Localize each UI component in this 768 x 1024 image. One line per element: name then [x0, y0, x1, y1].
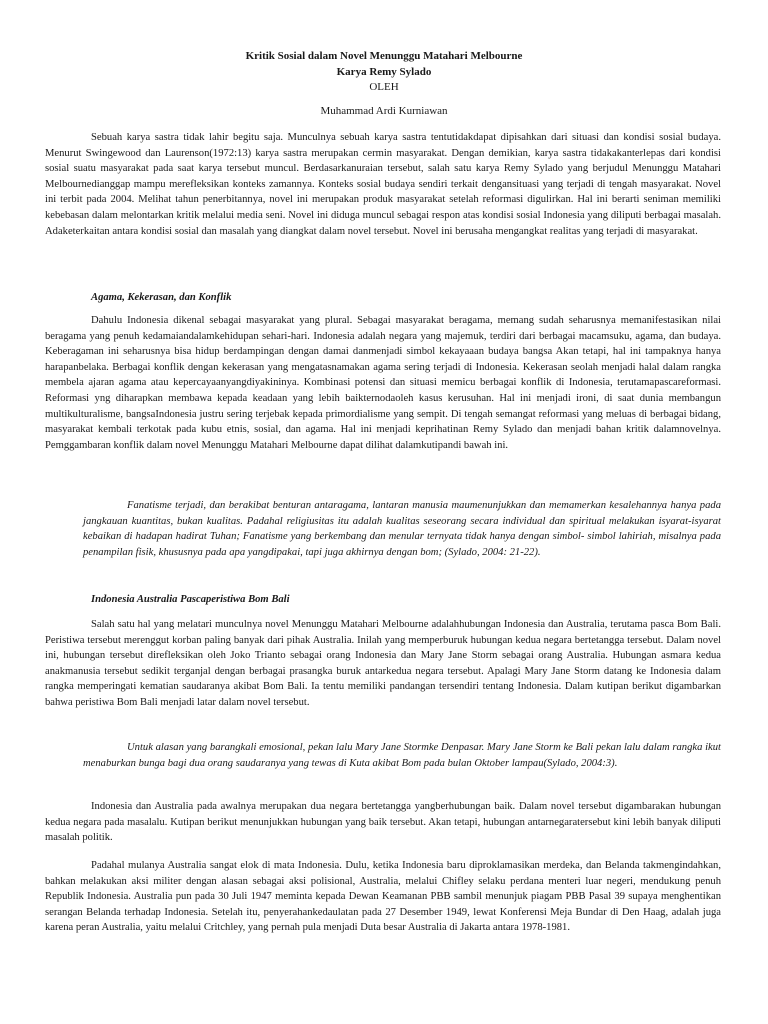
paragraph-intro: Sebuah karya sastra tidak lahir begitu saja. Munculnya sebuah karya sastra tentutidakdapat dipisahkan dari situasi dan kondisi sosial budaya. Menurut Swingewood dan Laurenson(1972:13) karya sastra merupakan cermin masyarakat. Dengan demikian, karya sastra tidakakanterlepas dari kondisi sosial suatu masyarakat pada saat karya tersebut muncul. Berdasarkanuraian tersebut, salah satu karya Remy Sylado yang berjudul Menunggu Matahari Melbournedianggap mampu merefleksikan konteks zamannya. Konteks sosial budaya sendiri terkait dengansituasi yang terjadi di tengah masyarakat. Novel ini terbit pada 2004. Melihat tahun penerbitannya, novel ini merupakan produk masyarakat setelah reformasi digulirkan. Hal ini berarti seniman memiliki kebebasan dalam melontarkan kritik melalui media seni. Novel ini diduga muncul sebagai respon atas kondisi sosial Indonesia yang diliputi berbagai masalah. Adaketerkaitan antara kondisi sosial dan masalah yang diangkat dalam novel tersebut. Novel ini berusaha mengangkat realitas yang terjadi di masyarakat.: [45, 132, 721, 237]
paragraph-bom-bali: Salah satu hal yang melatari munculnya novel Menunggu Matahari Melbourne adalahhubungan Indonesia dan Australia, terutama pasca Bom Bali. Peristiwa tersebut merenggut korban paling banyak dari pihak Australia. Inilah yang memperburuk hubungan kedua negara bertetangga tersebut. Dalam novel ini, hubungan tersebut direfleksikan oleh Joko Trianto sebagai orang Indonesia dan Mary Jane Storm sebagai orang Australia. Hubungan asmara kedua anakmanusia tersebut sedikit terganjal dengan berbagai prasangka buruk antarkedua negara tersebut. Apalagi Mary Jane Storm datang ke Indonesia dalam rangka memperingati kematian saudaranya akibat Bom Bali. Ia tentu memiliki pandangan tersendiri tentang Indonesia. Dalam kutipan berikut digambarkan bahwa peristiwa Bom Bali menjadi latar dalam novel tersebut.: [45, 619, 721, 708]
paragraph-agama: Dahulu Indonesia dikenal sebagai masyarakat yang plural. Sebagai masyarakat beragama, memang sudah seharusnya memanifestasikan nilai beragama yang penuh kedamaiandalamkehidupan sehari-hari. Indonesia adalah negara yang majemuk, terdiri dari berbagai macamsuku, agama, dan budaya. Keberagaman ini seharusnya bisa hidup berdampingan dengan damai danmenjadi simbol kekayaaan budaya bangsa Akan tetapi, hal ini tampaknya hanya harapanbelaka. Berbagai konflik dengan kekerasan yang mengatasnamakan agama sering terjadi di Indonesia. Kekerasan seolah menjadi halal dalam rangka membela ajaran agama atau kepercayaanyangdiyakininya. Kombinasi potensi dan situasi memicu berbagai konflik di Indonesia, terutamapascareformasi. Reformasi yng diharapkan membawa kepada keadaan yang lebih baikternodaoleh kasus kerusuhan. Hal ini menjadi ironi, di saat dunia membangun multikulturalisme, bangsaIndonesia justru sering terjebak kepada primordialisme yang sempit. Di tengah semangat reformasi yang meluas di berbagai bidang, masyarakat kembali terkotak pada kubu etnis, sosial, dan agama. Hal ini menjadi keprihatinan Remy Sylado dan menjadi bahan kritik dalamnovelnya. Pemggambaran konflik dalam novel Menunggu Matahari Melbourne dapat dilihat dalamkutipandi bawah ini.: [45, 315, 721, 451]
quote-fanatisme: Fanatisme terjadi, dan berakibat benturan antaragama, lantaran manusia maumenunjukkan dan memamerkan kesalehannya hanya pada jangkauan kuantitas, bukan kualitas. Padahal religiusitas itu adalah kualitas seseorang secara individual dan spiritual melakukan isyarat-isyarat kebaikan di hadapan hadirat Tuhan; Fanatisme yang berkembang dan menular ternyata tidak hanya dengan simbol- simbol lahiriah, misalnya pada penampilan fisik, khususnya pada apa yangdipakai, tapi juga akhirnya dengan bom; (Sylado, 2004: 21-22).: [83, 500, 721, 558]
document-subtitle: Karya Remy Sylado: [336, 66, 432, 78]
document-title: Kritik Sosial dalam Novel Menunggu Matahari Melbourne: [245, 50, 523, 62]
author-name: Muhammad Ardi Kurniawan: [320, 105, 448, 117]
section-heading-agama: Agama, Kekerasan, dan Konflik: [91, 292, 232, 303]
quote-mary-jane: Untuk alasan yang barangkali emosional, pekan lalu Mary Jane Stormke Denpasar. Mary Jane Storm ke Bali pekan lalu dalam rangka ikut menaburkan bunga bagi dua orang saudaranya yang tewas di Kuta akibat Bom pada bulan Oktober lampau(Sylado, 2004:3).: [83, 742, 721, 769]
paragraph-hubungan: Indonesia dan Australia pada awalnya merupakan dua negara bertetangga yangberhubungan baik. Dalam novel tersebut digambarakan hubungan kedua negara pada masalalu. Kutipan berikut menunjukkan hubungan yang baik tersebut. Akan tetapi, hubungan antarnegaratersebut kini lebih banyak diliputi masalah politik.: [45, 801, 721, 844]
section-heading-bom-bali: Indonesia Australia Pascaperistiwa Bom Bali: [91, 594, 290, 605]
paragraph-sejarah: Padahal mulanya Australia sangat elok di mata Indonesia. Dulu, ketika Indonesia baru diproklamasikan merdeka, dan Belanda takmengindahkan, bahkan melakukan aksi militer dengan alasan sebagai aksi polisional, Australia, melalui Chifley selaku perdana menteri luar negeri, mendukung penuh Republik Indonesia. Australia pun pada 30 Juli 1947 meminta kepada Dewan Keamanan PBB sambil menunjuk piagam PBB Pasal 39 supaya menghentikan serangan Belanda terhadap Indonesia. Setelah itu, penyerahankedaulatan pada 27 Desember 1949, lewat Konferensi Meja Bundar di Den Haag, adalah juga karena peran Australia, yaitu melalui Critchley, yang pernah pula menjadi Duta besar Australia di Jakarta antara 1978-1981.: [45, 860, 721, 934]
oleh-label: OLEH: [369, 81, 399, 93]
